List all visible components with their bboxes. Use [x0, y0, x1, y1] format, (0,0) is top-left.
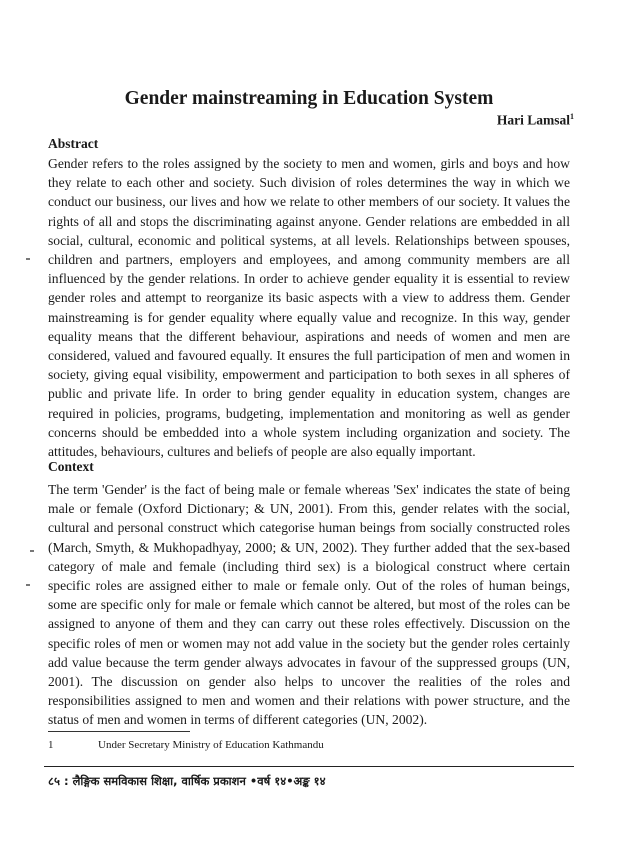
scan-mark [30, 550, 34, 552]
author-name: Hari Lamsal [496, 112, 570, 128]
context-body: The term 'Gender' is the fact of being male or female whereas 'Sex' indicates the state of being male or female (Oxford Dictionary; & UN, 2001). From this, gender relates with the social, cultural and personal construct which categorise human beings from socially constructed roles (March, Smyth, & Mukhopadhyay, 2000; & UN, 2002). They further added that the sex-based category of male and female (including third sex) is a biological construct where certain specific roles are assigned either to male or female only. Out of the roles of human beings, some are specific only for male or female which cannot be altered, but most of the roles can be assigned to anyone of them and they can carry out these roles effectively. Discussion on the specific roles of men or women may not add value in the society but the gender roles certainly add value because the term gender always advocates in favour of the suppressed groups (UN, 2001). The discussion on gender also helps to uncover the realities of the roles and responsibilities assigned to men and women and their relations with power structure, and the status of men and women in terms of different categories (UN, 2002). [48, 482, 570, 728]
footnote-rule [48, 731, 190, 732]
page-footer: ८५ : लैङ्गिक समविकास शिक्षा, वार्षिक प्रकाशन •वर्ष १४•अङ्क १४ [48, 774, 326, 788]
scan-mark [26, 258, 30, 260]
author-line [497, 112, 574, 129]
paper-title: Gender mainstreaming in Education System [124, 88, 494, 109]
scan-mark [26, 584, 30, 586]
abstract-heading: Abstract [48, 136, 99, 151]
footer-rule [44, 766, 574, 767]
footnote [48, 739, 324, 751]
context-heading: Context [48, 459, 94, 474]
footnote-text: Under Secretary Ministry of Education Kathmandu [98, 739, 324, 751]
abstract-body: Gender refers to the roles assigned by the society to men and women, girls and boys and how they relate to each other and society. Such division of roles determines the way in which we conduct our business, our lives and how we relate to other members of our society. It values the rights of all and stops the discriminating against anyone. Gender relations are embedded in all social, cultural, economic and political systems, at all levels. Relationships between spouses, children and partners, employers and employees, and among community members are all influenced by the gender relations. In order to achieve gender equality it is essential to review gender roles and attempt to reorganize its basic aspects with a view to address them. Gender mainstreaming is for gender equality where equally value and recognize. In this way, gender equality means that the different behaviour, aspirations and needs of women and men are considered, valued and favoured equally. It ensures the full participation of men and women in society, giving equal visibility, empowerment and participation to both sexes in all spheres of public and private life. In order to bring gender equality in education system, changes are required in policies, programs, budgeting, implementation and monitoring as well as gender concerns should be embedded into a whole system including organization and society. The attitudes, behaviours, cultures and beliefs of people are also equally important. [48, 156, 570, 460]
footnote-number: 1 [48, 739, 54, 751]
author-footnote-mark: 1 [570, 112, 574, 121]
